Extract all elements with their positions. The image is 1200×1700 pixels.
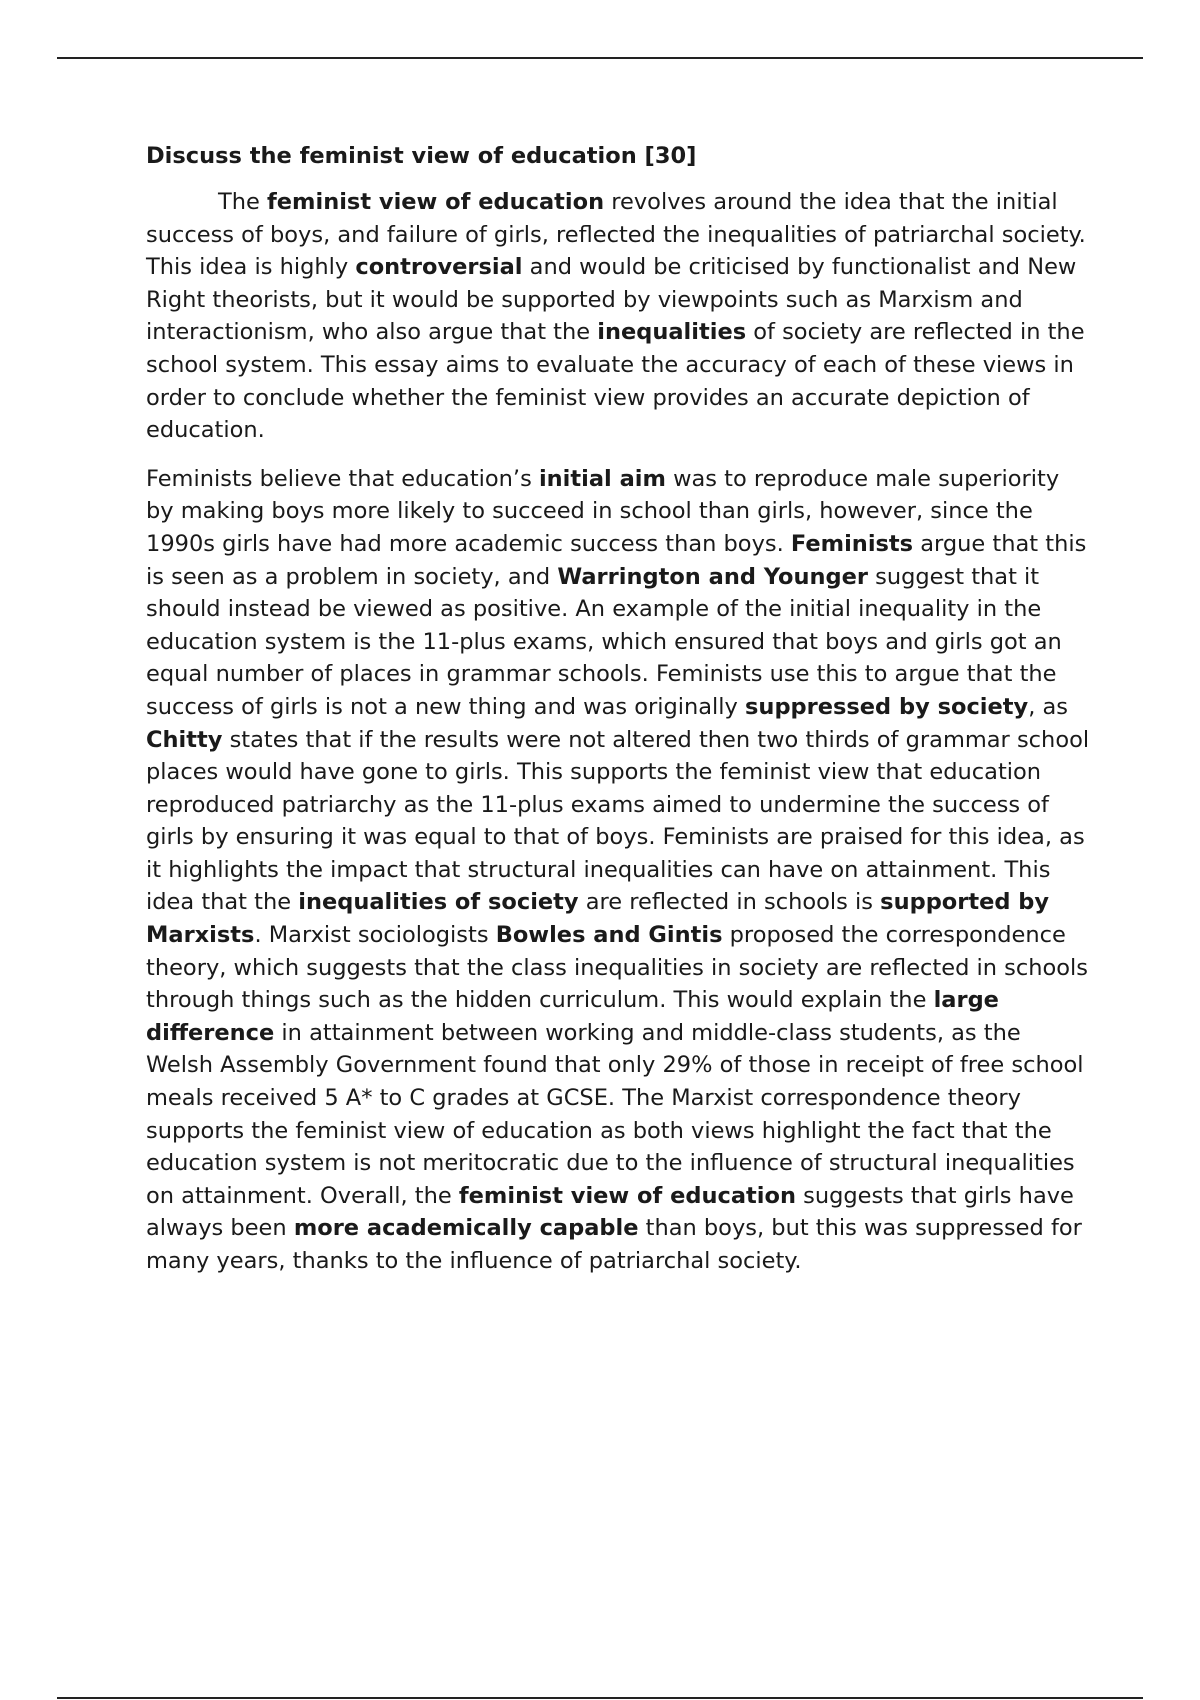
bold-phrase: large difference: [146, 987, 999, 1046]
bold-phrase: feminist view of education: [267, 189, 605, 215]
bold-phrase: feminist view of education: [458, 1182, 796, 1209]
bold-phrase: supported by Marxists: [146, 889, 1050, 949]
text-run: suggest that it should instead be viewed as positive. An example of the initial inequality in the education system is the 11-plus exams, which ensured that boys and girls got an equal number of places in grammar schools. Feminists use this to argue that the success of girls is not a new thing and was originally: [146, 563, 1062, 720]
paragraph-main-argument: [146, 463, 1091, 1278]
text-run: Feminists believe that education’s: [146, 465, 539, 492]
bold-phrase: inequalities of society: [298, 889, 579, 916]
bold-phrase: inequalities: [597, 319, 747, 346]
document-body: [146, 140, 1091, 1294]
bold-phrase: initial aim: [538, 465, 666, 492]
text-run: states that if the results were not altered then two thirds of grammar school places would have gone to girls. This supports the feminist view that education reproduced patriarchy as the 11-plus exams aimed to undermine the success of girls by ensuring it was equal to that of boys. Feminists are praised for this idea, as it highlights the impact that structural inequalities can have on attainment. This idea that the: [146, 726, 1090, 916]
bold-phrase: Bowles and Gintis: [495, 922, 723, 949]
bold-phrase: more academically capable: [293, 1215, 639, 1242]
text-run: and would be criticised by functionalist and New Right theorists, but it would be supported by viewpoints such as Marxism and interactionism, who also argue that the: [146, 254, 1077, 346]
bold-phrase: Warrington and Younger: [557, 563, 868, 590]
text-run: in attainment between working and middle-class students, as the Welsh Assembly Government found that only 29% of those in receipt of free school meals received 5 A* to C grades at GCSE. The Marxist correspondence theory supports the feminist view of education as both views highlight the fact that the education system is not meritocratic due to the influence of structural inequalities on attainment. Overall, the: [146, 1019, 1084, 1209]
text-run: argue that this is seen as a problem in society, and: [146, 530, 1087, 590]
text-run: are reflected in schools is: [578, 889, 881, 916]
bold-phrase: suppressed by society: [745, 693, 1029, 720]
text-run: proposed the correspondence theory, which suggests that the class inequalities in society are reflected in schools through things such as the hidden curriculum. This would explain the: [146, 922, 1089, 1014]
essay-title: Discuss the feminist view of education [30]: [146, 143, 697, 169]
bottom-rule: [57, 1697, 1143, 1699]
bold-phrase: Chitty: [146, 726, 223, 753]
text-run: . Marxist sociologists: [254, 922, 496, 949]
text-run: of society are reflected in the school system. This essay aims to evaluate the accuracy of each of these views in order to conclude whether the feminist view provides an accurate depiction of education.: [146, 319, 1085, 444]
text-run: suggests that girls have always been: [146, 1182, 1074, 1242]
top-rule: [57, 57, 1143, 59]
text-run: than boys, but this was suppressed for many years, thanks to the influence of patriarchal society.: [146, 1215, 1082, 1274]
text-run: , as: [1028, 693, 1069, 720]
text-run: was to reproduce male superiority by making boys more likely to succeed in school than girls, however, since the 1990s girls have had more academic success than boys.: [146, 465, 1060, 557]
bold-phrase: Feminists: [790, 530, 914, 557]
text-run: The: [218, 189, 267, 215]
paragraph-introduction: [146, 186, 1091, 447]
bold-phrase: controversial: [355, 254, 523, 281]
text-run: revolves around the idea that the initial success of boys, and failure of girls, reflected the inequalities of patriarchal society. This idea is highly: [146, 189, 1086, 281]
